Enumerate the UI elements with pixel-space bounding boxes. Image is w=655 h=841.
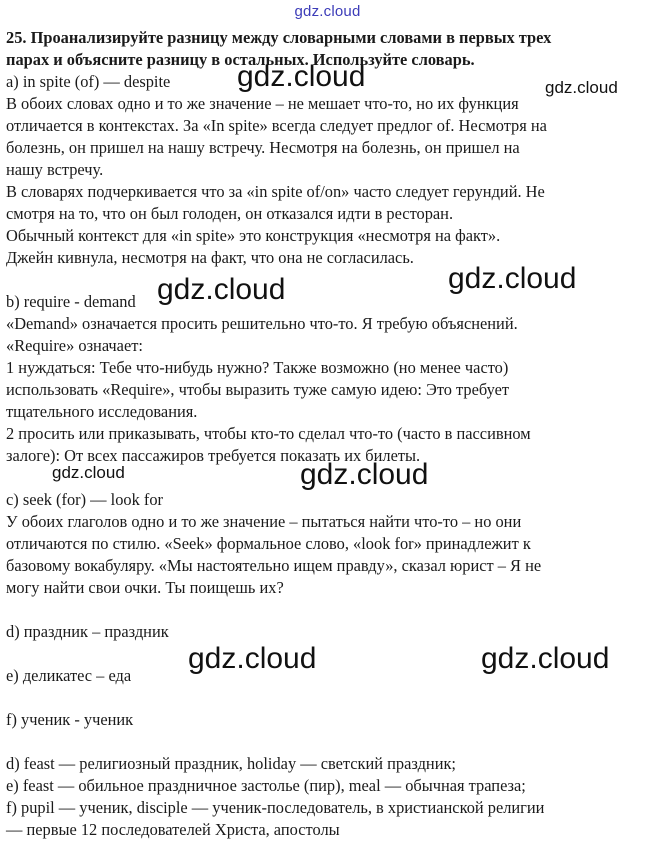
section-a-line: смотря на то, что он был голоден, он отказался идти в ресторан. bbox=[6, 204, 454, 223]
answer-line: f) pupil — ученик, disciple — ученик-последователь, в христианской религии bbox=[6, 798, 545, 817]
spacer bbox=[6, 599, 646, 621]
section-c-title: c) seek (for) — look for bbox=[6, 490, 164, 509]
section-a bbox=[6, 71, 646, 269]
section-b-line: тщательного исследования. bbox=[6, 402, 198, 421]
section-a-title: a) in spite (of) — despite bbox=[6, 72, 171, 91]
task-heading-line: парах и объясните разницу в остальных. Используйте словарь. bbox=[6, 50, 475, 69]
spacer bbox=[6, 731, 646, 753]
section-a-line: болезнь, он пришел на нашу встречу. Несмотря на болезнь, он пришел на bbox=[6, 138, 520, 157]
section-a-line: отличается в контекстах. За «In spite» всегда следует предлог of. Несмотря на bbox=[6, 116, 547, 135]
answer-line: e) feast — обильное праздничное застолье (пир), meal — обычная трапеза; bbox=[6, 776, 526, 795]
section-a-line: Обычный контекст для «in spite» это конструкция «несмотря на факт». bbox=[6, 226, 501, 245]
task-heading-line: 25. Проанализируйте разницу между словарными словами в первых трех bbox=[6, 28, 552, 47]
section-a-line: В обоих словах одно и то же значение – не мешает что-то, но их функция bbox=[6, 94, 519, 113]
section-c-line: У обоих глаголов одно и то же значение – пытаться найти что-то – но они bbox=[6, 512, 522, 531]
watermark: gdz.cloud bbox=[188, 642, 317, 675]
section-b bbox=[6, 291, 646, 467]
answers bbox=[6, 753, 646, 841]
watermark: gdz.cloud bbox=[545, 78, 618, 97]
watermark: gdz.cloud bbox=[448, 262, 577, 295]
watermark: gdz.cloud bbox=[157, 273, 286, 306]
watermark: gdz.cloud bbox=[52, 463, 125, 482]
watermark: gdz.cloud bbox=[481, 642, 610, 675]
section-a-line: нашу встречу. bbox=[6, 160, 104, 179]
pair-f: f) ученик - ученик bbox=[6, 710, 134, 729]
section-a-line: В словарях подчеркивается что за «in spite of/on» часто следует герундий. Не bbox=[6, 182, 545, 201]
section-a-line: Джейн кивнула, несмотря на факт, что она не согласилась. bbox=[6, 248, 414, 267]
section-b-line: использовать «Require», чтобы выразить туже самую идею: Это требует bbox=[6, 380, 510, 399]
site-watermark-top: gdz.cloud bbox=[294, 3, 361, 20]
watermark: gdz.cloud bbox=[237, 60, 366, 93]
section-b-line: «Require» означает: bbox=[6, 336, 143, 355]
section-c-line: отличаются по стилю. «Seek» формальное слово, «look for» принадлежит к bbox=[6, 534, 531, 553]
section-b-line: «Demand» означается просить решительно что-то. Я требую объяснений. bbox=[6, 314, 518, 333]
watermark: gdz.cloud bbox=[300, 458, 429, 491]
document-body bbox=[6, 27, 646, 841]
section-c-line: могу найти свои очки. Ты поищешь их? bbox=[6, 578, 284, 597]
section-b-line: 2 просить или приказывать, чтобы кто-то сделал что-то (часто в пассивном bbox=[6, 424, 531, 443]
section-c-line: базовому вокабуляру. «Мы настоятельно ищем правду», сказал юрист – Я не bbox=[6, 556, 542, 575]
answer-line: d) feast — религиозный праздник, holiday — светский праздник; bbox=[6, 754, 456, 773]
spacer bbox=[6, 687, 646, 709]
section-b-line: залоге): От всех пассажиров требуется показать их билеты. bbox=[6, 446, 421, 465]
section-c bbox=[6, 489, 646, 599]
pair-e: e) деликатес – еда bbox=[6, 666, 132, 685]
section-b-line: 1 нуждаться: Тебе что-нибудь нужно? Также возможно (но менее часто) bbox=[6, 358, 509, 377]
section-b-title: b) require - demand bbox=[6, 292, 136, 311]
answer-line: — первые 12 последователей Христа, апостолы bbox=[6, 820, 340, 839]
pair-d: d) праздник – праздник bbox=[6, 622, 169, 641]
